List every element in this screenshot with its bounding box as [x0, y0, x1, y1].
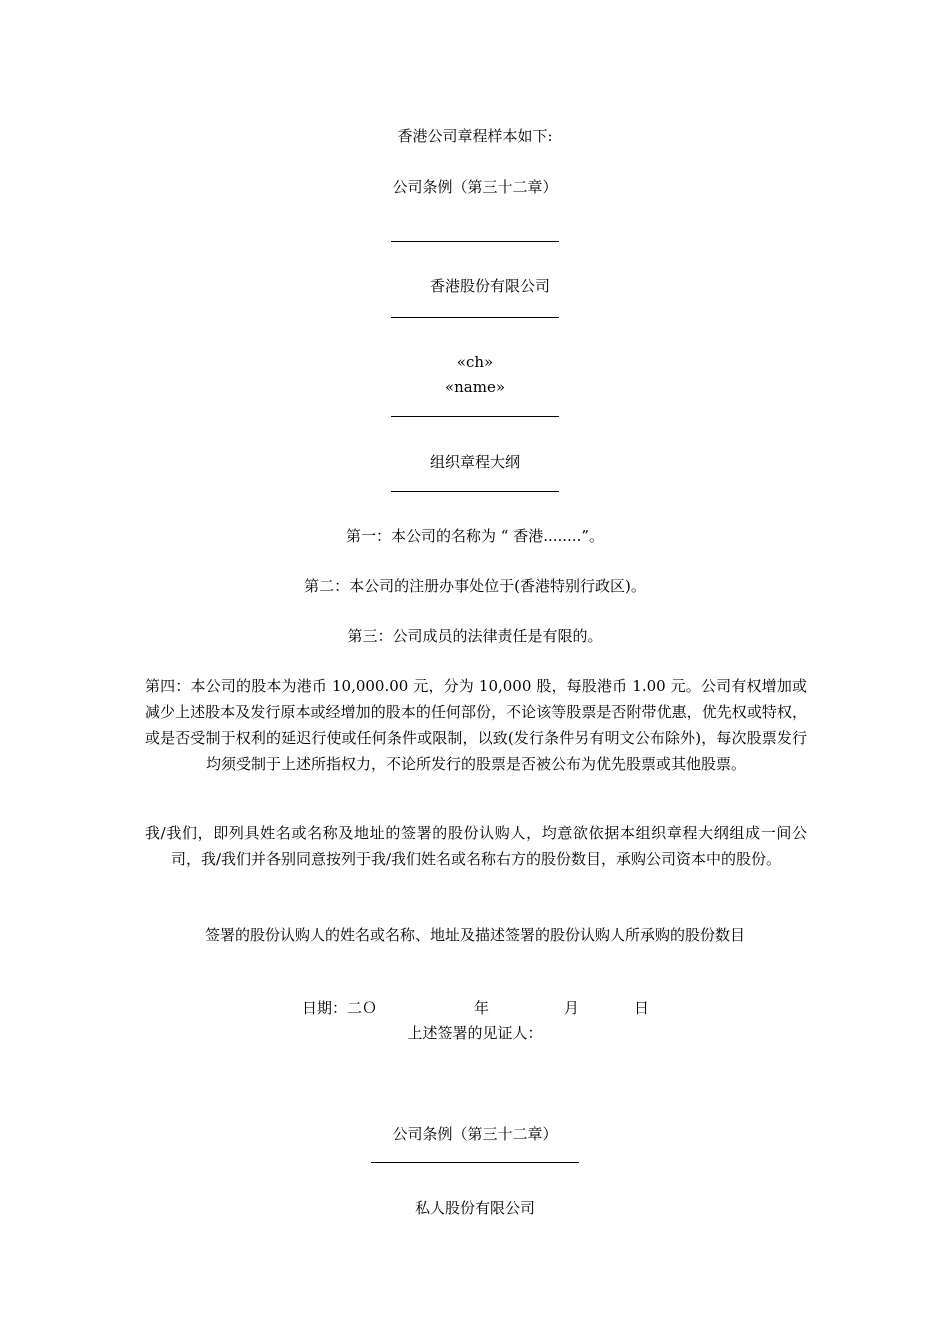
- second-ordinance-title: 公司条例（第三十二章）: [392, 1125, 558, 1143]
- merge-field-name: «name»: [444, 378, 506, 396]
- date-year: 年: [474, 999, 490, 1017]
- second-company-type: 私人股份有限公司: [414, 1199, 535, 1217]
- ordinance-title: 公司条例（第三十二章）: [392, 178, 558, 196]
- divider-rule: [391, 241, 559, 242]
- divider-rule: [391, 416, 559, 417]
- company-type: 香港股份有限公司: [430, 277, 551, 295]
- divider-rule: [391, 491, 559, 492]
- clause-second: 第二：本公司的注册办事处位于(香港特别行政区)。: [304, 577, 646, 595]
- divider-rule: [391, 317, 559, 318]
- declaration-paragraph: 我/我们，即列具姓名或名称及地址的签署的股份认购人，均意欲依据本组织章程大纲组成一间公司，我/我们并各别同意按列于我/我们姓名或名称右方的股份数目，承购公司资本中的股份。: [145, 824, 807, 868]
- subscribers-heading: 签署的股份认购人的姓名或名称、地址及描述签署的股份认购人所承购的股份数目: [204, 926, 745, 944]
- clause-third: 第三：公司成员的法律责任是有限的。: [347, 627, 603, 645]
- clause-fourth: 第四：本公司的股本为港币 10,000.00 元，分为 10,000 股，每股港币 1.00 元。公司有权增加或减少上述股本及发行原本或经增加的股本的任何部份，不论该等股票是否附带优惠，优先权或特权，或是否受制于权利的延迟行使或任何条件或限制，以致(发行条件另有明文公布除外)，每次股票发行均须受制于上述所指权力，不论所发行的股票是否被公布为优先股票或其他股票。: [145, 677, 807, 773]
- intro-text: 香港公司章程样本如下:: [397, 127, 553, 145]
- date-label: 日期：二Ｏ: [302, 999, 378, 1017]
- section-title: 组织章程大纲: [429, 453, 520, 471]
- date-day: 日: [634, 999, 650, 1017]
- merge-field-ch: «ch»: [456, 353, 494, 371]
- divider-rule: [371, 1162, 579, 1163]
- date-row: [0, 998, 950, 1018]
- date-month: 月: [564, 999, 580, 1017]
- witness-label: 上述签署的见证人：: [407, 1024, 543, 1042]
- clause-first: 第一：本公司的名称为 “ 香港........”。: [345, 527, 605, 545]
